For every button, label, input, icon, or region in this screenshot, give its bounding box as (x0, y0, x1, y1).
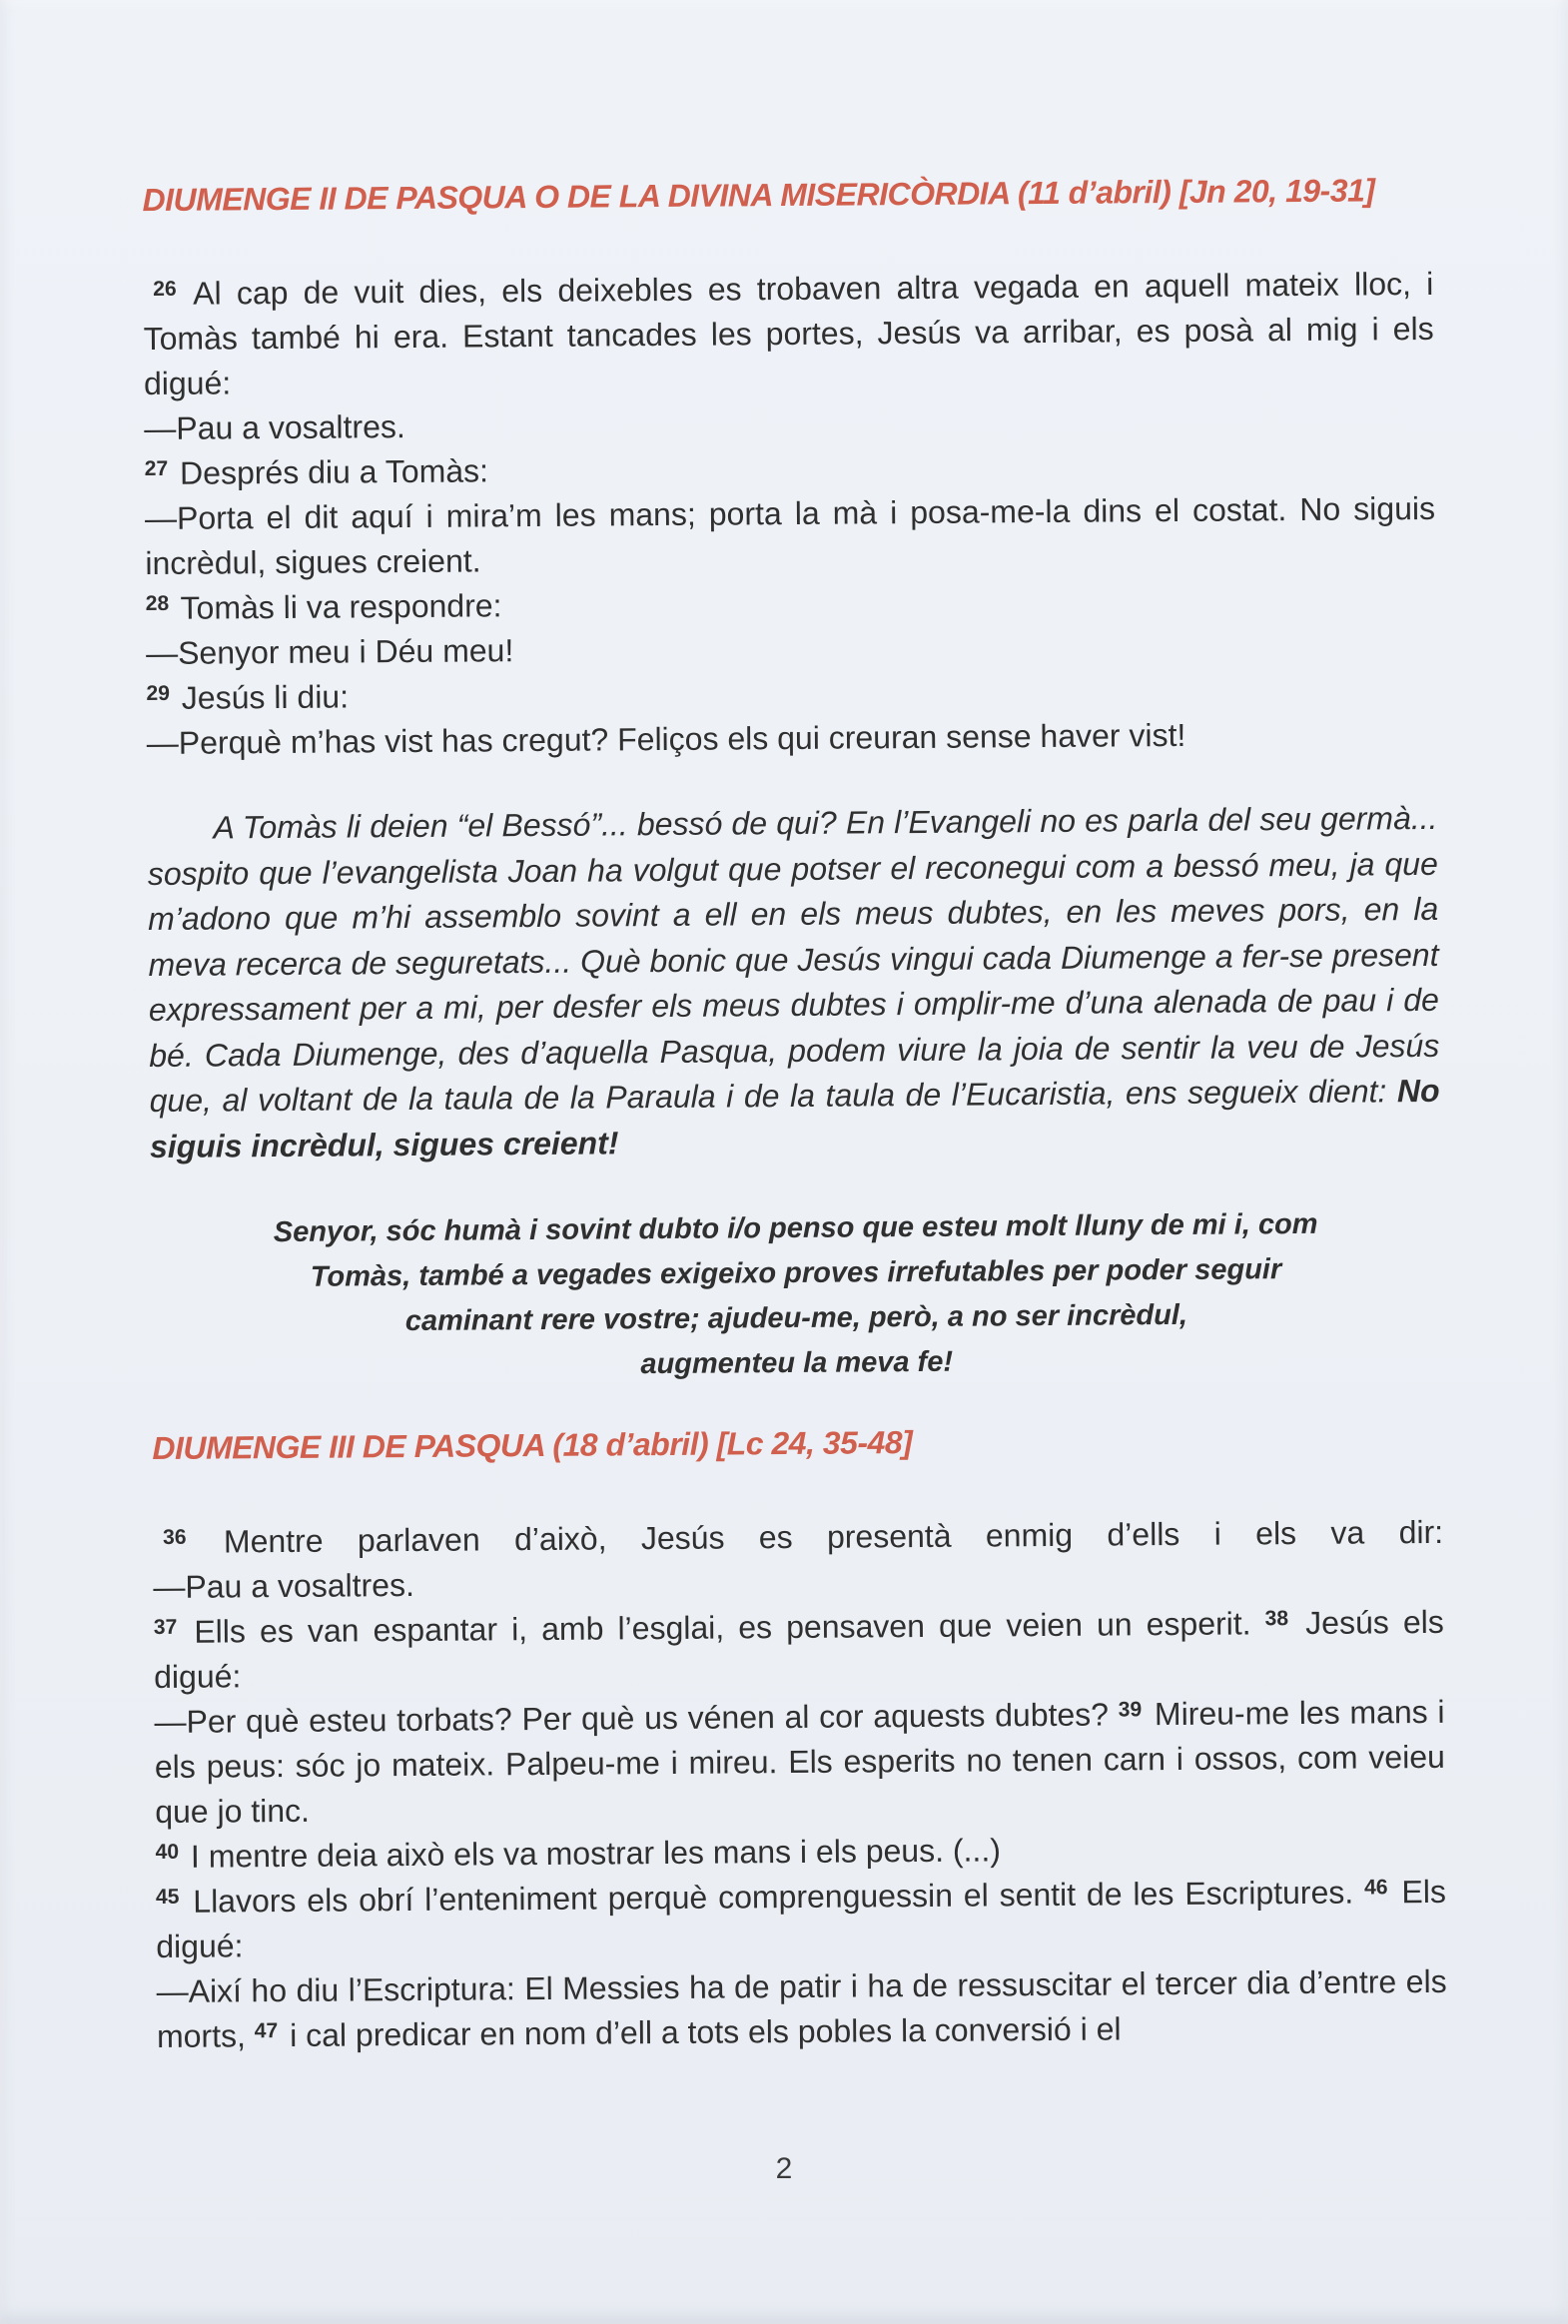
body-text: —Per què esteu torbats? Per què us vénen al cor aquests dubtes? (154, 1696, 1119, 1741)
section-heading: DIUMENGE III DE PASQUA (18 d’abril) [Lc 24, 35-48] (152, 1424, 913, 1467)
body-text: i cal predicar en nom d’ell a tots els pobles la conversió i el (281, 2010, 1122, 2054)
verses-section (153, 1510, 1447, 2059)
verse-number: 39 (1118, 1698, 1143, 1722)
verse-number: 37 (153, 1615, 178, 1640)
document-content (141, 0, 1447, 2059)
paragraph (156, 1870, 1447, 1969)
body-text: I mentre deia això els va mostrar les mans i els peus. (...) (181, 1832, 1002, 1875)
verse-number: 45 (155, 1885, 180, 1910)
body-text: A Tomàs li deien “el Bessó”... bessó de qui? En l’Evangeli no es parla del seu germà... sospito que l’evangelista Joan ha volgut que potser el reconegui com a bessó meu, ja que m’adono que m’hi assemblo sovint a ell en els meus dubtes, en les meves pors, en la meva recerca de seguretats... Què bonic que Jesús vingui cada Diumenge a fer-se present expressament per a mi, per desfer els meus dubtes i omplir-me d’una alenada de pau i de bé. Cada Diumenge, des d’aquella Pasqua, podem viure la joia de sentir la veu de Jesús que, al voltant de la taula de la Paraula i de la taula de l’Eucaristia, ens segueix dient: (147, 799, 1440, 1120)
meditation-section (147, 796, 1440, 1169)
verse-number: 29 (146, 682, 171, 706)
body-text: Els digué: (156, 1873, 1447, 1965)
paragraph (154, 1690, 1445, 1835)
prayer-paragraph: Senyor, sóc humà i sovint dubto i/o penso que esteu molt lluny de mi i, com Tomàs, també a vegades exigeixo proves irrefutables per poder seguir caminant rere vostre; ajudeu-me, però, a no ser incrèdul, augmenteu la meva fe! (273, 1207, 1318, 1381)
verse-number: 36 (162, 1525, 187, 1550)
paragraph (147, 796, 1440, 1169)
paragraph (156, 1959, 1447, 2059)
body-text: Mireu-me les mans i els peus: sóc jo mateix. Palpeu-me i mireu. Els esperits no tenen carn i ossos, com veieu que jo tinc. (154, 1693, 1445, 1831)
body-text: —Pau a vosaltres. (144, 408, 405, 447)
emphasis-text: No siguis incrèdul, sigues creient! (149, 1072, 1440, 1164)
paragraph (147, 711, 1437, 766)
body-text: —Pau a vosaltres. (153, 1566, 415, 1606)
body-text: —Perquè m’has vist has cregut? Feliços els qui creuran sense haver vist! (146, 716, 1186, 762)
body-text: Després diu a Tomàs: (171, 452, 489, 491)
verse-number: 27 (144, 457, 169, 481)
paragraph (154, 1600, 1445, 1700)
body-text: —Senyor meu i Déu meu! (145, 632, 514, 672)
body-text: Jesús li diu: (172, 678, 350, 716)
verse-number: 40 (155, 1840, 180, 1865)
page-number: 2 (775, 2152, 793, 2185)
body-text: Llavors els obrí l’enteniment perquè comprenguessin el sentit de les Escriptures. (182, 1874, 1365, 1920)
body-text: Al cap de vuit dies, els deixebles es trobaven altra vegada en aquell mateix lloc, i Tomàs també hi era. Estant tancades les portes, Jesús va arribar, es posà al mig i els digué: (143, 265, 1434, 402)
paragraph (143, 262, 1434, 406)
verse-number: 47 (254, 2019, 279, 2043)
verses-section (143, 262, 1437, 766)
body-text: Ells es van espantar i, amb l’esglai, es pensaven que veien un esperit. (180, 1605, 1265, 1650)
verse-number: 26 (153, 277, 177, 302)
paragraph (145, 486, 1436, 586)
body-text: Mentre parlaven d’això, Jesús es presentà enmig d’ells i els va dir: (189, 1513, 1444, 1560)
body-text: —Així ho diu l’Escriptura: El Messies ha de patir i ha de ressuscitar el tercer dia d’entre els morts, (156, 1962, 1447, 2055)
body-text: Jesús els digué: (154, 1603, 1444, 1696)
body-text: Tomàs li va respondre: (172, 587, 502, 626)
verse-number: 28 (145, 592, 170, 616)
body-text: —Porta el dit aquí i mira’m les mans; porta la mà i posa-me-la dins el costat. No siguis incrèdul, sigues creient. (144, 489, 1436, 582)
section-heading: DIUMENGE II DE PASQUA O DE LA DIVINA MISERICÒRDIA (11 d’abril) [Jn 20, 19-31] (142, 172, 1375, 219)
verse-number: 38 (1264, 1607, 1289, 1631)
verse-number: 46 (1363, 1876, 1388, 1900)
